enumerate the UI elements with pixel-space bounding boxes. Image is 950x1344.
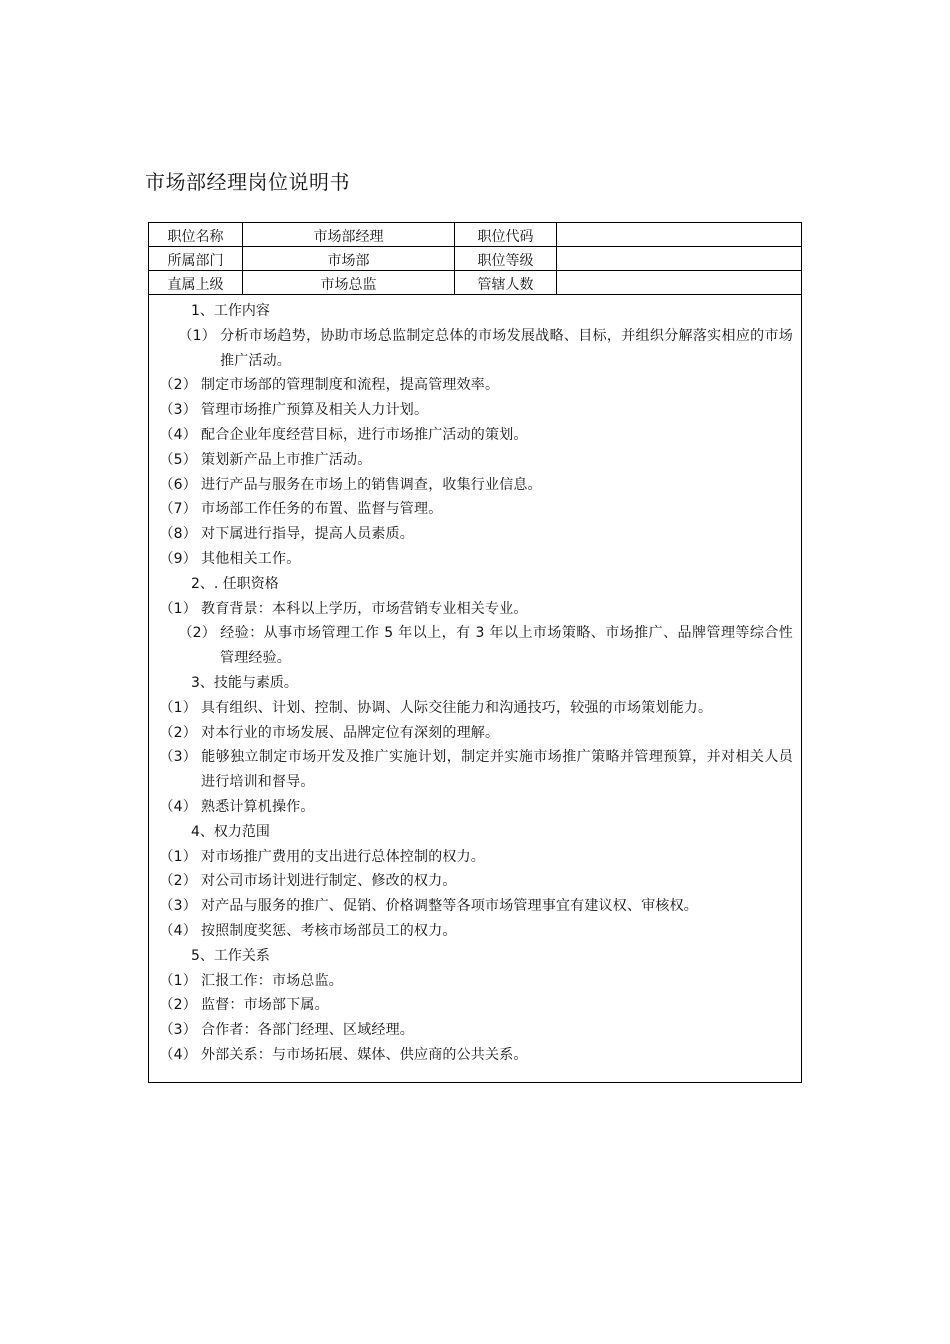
item-number: （1） [178, 327, 216, 344]
item-number: （3） [159, 402, 197, 419]
info-row-supervisor [149, 271, 801, 295]
item-text: 其他相关工作。 [201, 550, 301, 567]
item-text: 对本行业的市场发展、品牌定位有深刻的理解。 [201, 724, 500, 741]
item-number: （3） [159, 898, 197, 915]
item-number: （1） [159, 600, 197, 617]
item-text: 对市场推广费用的支出进行总体控制的权力。 [201, 848, 485, 865]
list-item [157, 696, 793, 721]
label-position-code: 职位代码 [455, 223, 557, 246]
list-item [157, 894, 793, 919]
list-item [157, 473, 793, 498]
item-number: （3） [159, 749, 197, 766]
item-number: （2） [178, 625, 216, 642]
list-item [157, 993, 793, 1018]
value-supervisor: 市场总监 [243, 271, 455, 294]
label-supervisor: 直属上级 [149, 271, 243, 294]
label-position-level: 职位等级 [455, 247, 557, 270]
value-position-name: 市场部经理 [243, 223, 455, 246]
item-text: 汇报工作：市场总监。 [201, 972, 343, 989]
item-text: 市场部工作任务的布置、监督与管理。 [201, 501, 443, 518]
item-number: （4） [159, 426, 197, 443]
list-item [157, 522, 793, 547]
value-headcount [557, 271, 801, 294]
item-text: 具有组织、计划、控制、协调、人际交往能力和沟通技巧，较强的市场策划能力。 [201, 699, 713, 716]
item-text: 经验：从事市场管理工作 5 年以上，有 3 年以上市场策略、市场推广、品牌管理等综合性管理经验。 [220, 625, 793, 667]
info-row-title [149, 223, 801, 247]
list-item [157, 448, 793, 473]
list-item [157, 597, 793, 622]
item-number: （2） [159, 377, 197, 394]
item-number: （6） [159, 476, 197, 493]
item-number: （2） [159, 724, 197, 741]
label-headcount: 管辖人数 [455, 271, 557, 294]
value-position-level [557, 247, 801, 270]
item-number: （1） [159, 848, 197, 865]
label-position-name: 职位名称 [149, 223, 243, 246]
item-text: 配合企业年度经营目标，进行市场推广活动的策划。 [201, 426, 528, 443]
list-item [157, 497, 793, 522]
list-item [157, 324, 793, 374]
item-text: 对公司市场计划进行制定、修改的权力。 [201, 873, 457, 890]
list-item [157, 969, 793, 994]
section-heading: 5、工作关系 [191, 947, 270, 964]
list-item [157, 721, 793, 746]
label-department: 所属部门 [149, 247, 243, 270]
job-description-table [148, 222, 802, 1083]
item-text: 对下属进行指导，提高人员素质。 [201, 526, 414, 543]
item-text: 外部关系：与市场拓展、媒体、供应商的公共关系。 [201, 1046, 528, 1063]
item-text: 对产品与服务的推广、促销、价格调整等各项市场管理事宜有建议权、审核权。 [201, 898, 698, 915]
item-number: （9） [159, 550, 197, 567]
item-text: 熟悉计算机操作。 [201, 798, 315, 815]
item-text: 分析市场趋势，协助市场总监制定总体的市场发展战略、目标，并组织分解落实相应的市场推广活动。 [220, 327, 793, 369]
section-heading: 2、. 任职资格 [191, 575, 279, 592]
list-item [157, 845, 793, 870]
item-number: （2） [159, 997, 197, 1014]
list-item [157, 621, 793, 671]
list-item [157, 869, 793, 894]
value-position-code [557, 223, 801, 246]
list-item [157, 1043, 793, 1068]
list-item [157, 423, 793, 448]
list-item [157, 795, 793, 820]
info-row-department [149, 247, 801, 271]
item-text: 按照制度奖惩、考核市场部员工的权力。 [201, 922, 457, 939]
item-text: 能够独立制定市场开发及推广实施计划，制定并实施市场推广策略并管理预算，并对相关人员进行培训和督导。 [201, 749, 793, 791]
section-heading: 3、技能与素质。 [191, 674, 298, 691]
item-number: （4） [159, 1046, 197, 1063]
list-item [157, 547, 793, 572]
description-content [149, 295, 801, 1082]
item-text: 进行产品与服务在市场上的销售调查，收集行业信息。 [201, 476, 542, 493]
value-department: 市场部 [243, 247, 455, 270]
item-number: （8） [159, 526, 197, 543]
document-title: 市场部经理岗位说明书 [145, 170, 350, 194]
list-item [157, 373, 793, 398]
item-number: （5） [159, 451, 197, 468]
item-text: 教育背景：本科以上学历，市场营销专业相关专业。 [201, 600, 528, 617]
list-item [157, 745, 793, 795]
list-item [157, 1018, 793, 1043]
item-text: 制定市场部的管理制度和流程，提高管理效率。 [201, 377, 500, 394]
list-item [157, 919, 793, 944]
item-number: （7） [159, 501, 197, 518]
item-number: （3） [159, 1022, 197, 1039]
item-number: （2） [159, 873, 197, 890]
item-text: 管理市场推广预算及相关人力计划。 [201, 402, 429, 419]
item-text: 合作者：各部门经理、区域经理。 [201, 1022, 414, 1039]
item-number: （4） [159, 798, 197, 815]
section-heading: 4、权力范围 [191, 823, 270, 840]
item-number: （1） [159, 972, 197, 989]
item-number: （1） [159, 699, 197, 716]
item-text: 策划新产品上市推广活动。 [201, 451, 372, 468]
list-item [157, 398, 793, 423]
section-heading: 1、工作内容 [191, 303, 270, 319]
item-number: （4） [159, 922, 197, 939]
item-text: 监督：市场部下属。 [201, 997, 329, 1014]
